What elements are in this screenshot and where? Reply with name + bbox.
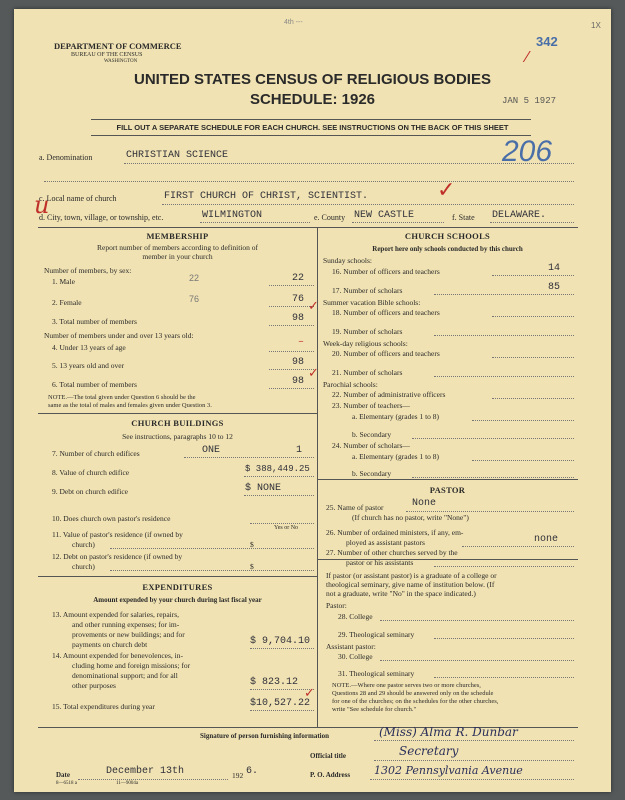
- q4-label: 4. Under 13 years of age: [52, 343, 126, 352]
- pencil-note: 4th ---: [284, 19, 303, 26]
- expenditures-title: EXPENDITURES: [142, 582, 213, 592]
- state-label: f. State: [452, 213, 475, 222]
- stamp-number: 342: [536, 34, 558, 49]
- q2-label: 2. Female: [52, 298, 82, 307]
- q29-label: 29. Theological seminary: [338, 630, 415, 639]
- q17-label: 17. Number of scholars: [332, 286, 403, 295]
- red-check-mark: ✓: [304, 685, 315, 700]
- pastor-title: PASTOR: [429, 485, 466, 495]
- q31-label: 31. Theological seminary: [338, 669, 415, 678]
- address-label: P. O. Address: [310, 771, 351, 779]
- margin-mark: u: [34, 191, 50, 219]
- q5-value: 98: [292, 357, 305, 368]
- date-value: December 13th: [106, 766, 185, 777]
- q26-value: none: [534, 534, 559, 545]
- q8-value: $ 388,449.25: [245, 464, 310, 474]
- q12-value: $: [250, 562, 254, 571]
- q11-label: 11. Value of pastor's residence (if owned by: [52, 530, 183, 539]
- q11-value: $: [250, 540, 254, 549]
- q7-label: 7. Number of church edifices: [52, 449, 140, 458]
- q23-label: 23. Number of teachers—: [332, 401, 410, 410]
- signature-value: (Miss) Alma R. Dunbar: [379, 725, 518, 739]
- membership-note: NOTE.—The total given under Question 6 should be the: [48, 394, 196, 401]
- q30-label: 30. College: [338, 652, 373, 661]
- q1-value: 22: [292, 273, 305, 284]
- official-title-label: Official title: [310, 752, 346, 760]
- q7-value: 1: [296, 445, 303, 456]
- form-number: 8—6518 a: [56, 781, 77, 786]
- q5-label: 5. 13 years old and over: [52, 361, 125, 370]
- local-name-value: FIRST CHURCH OF CHRIST, SCIENTIST.: [164, 191, 369, 202]
- date-label: Date: [56, 771, 70, 779]
- q6-label: 6. Total number of members: [52, 380, 137, 389]
- q15-value: $10,527.22: [250, 698, 311, 709]
- schedule-title: SCHEDULE: 1926: [249, 91, 376, 108]
- county-value: NEW CASTLE: [354, 210, 415, 221]
- q4-value: –: [298, 337, 305, 348]
- q9-label: 9. Debt on church edifice: [52, 487, 129, 496]
- q10-label: 10. Does church own pastor's residence: [52, 514, 171, 523]
- city-label: WASHINGTON: [104, 59, 138, 64]
- buildings-title: CHURCH BUILDINGS: [131, 418, 224, 428]
- schools-title: CHURCH SCHOOLS: [404, 231, 491, 241]
- form-title: UNITED STATES CENSUS OF RELIGIOUS BODIES: [134, 71, 491, 88]
- q16-label: 16. Number of officers and teachers: [332, 267, 440, 276]
- q6-value: 98: [292, 376, 305, 387]
- q12-label: 12. Debt on pastor's residence (if owned by: [52, 552, 183, 561]
- signature-label: Signature of person furnishing information: [200, 732, 329, 740]
- q1-label: 1. Male: [52, 277, 75, 286]
- q15-label: 15. Total expenditures during year: [52, 702, 155, 711]
- q3-label: 3. Total number of members: [52, 317, 137, 326]
- q14-label: 14. Amount expended for benevolences, in-: [52, 651, 184, 660]
- denomination-value: CHRISTIAN SCIENCE: [126, 150, 229, 161]
- census-schedule-sheet: DEPARTMENT OF COMMERCE BUREAU OF THE CENSUS WASHINGTON 4th --- 1X 342 ⁄ UNITED STATES CENSUS OF RELIGIOUS BODIES SCHEDULE: 1926 JAN 5 1927 FILL OUT A SEPARATE SCHEDULE FOR EACH CHURCH. SEE INSTRUCTIONS ON THE BACK OF THIS SHEET a. Denomination CHRISTIAN SCIENCE 206 u c. Local name of church FIRST CHURCH OF CHRIST, SCIENTIST. ✓ d. City, town, village, or township, etc. WILMINGTON e. County NEW CASTLE f. State DELAWARE. MEMBERSHIP Report number of members according to definition of member in your church Number of members, by sex: 1. Male 22 22 2. Female 76 76 3. Total number of members 98 ✓ Number of members under and over 13 years old: 4. Under 13 years of age – 5. 13 years old and over 98 6. Total number of members 98 ✓ NOTE.—The total given under Question 6 should be the same as the total of males and females given under Question 3. CHURCH BUILDINGS See instructions, paragraphs 10 to 12 7. Number of church edifices ONE 1 8. Value of church edifice $ 388,449.25 9. Debt on church edifice $ NONE 10. Does church own pastor's residence Yes or No 11. Value of pastor's residence (if owned by church) $ 12. Debt on pastor's residence (if owned by church) $ EXPENDITURES Amount expended by your church during last fiscal year 13. Amount expended for salaries, repairs, and other running expenses; for im- provements or new buildings; and for payments on church debt $ 9,704.10 14. Amount expended for benevolences, in- cluding home and foreign missions; for denominational support; and for all other purposes $ 823.12 15. Total expenditures during year $10,527.22 ✓ CHURCH SCHOOLS Report here only schools conducted by this church Sunday schools: 16. Number of officers and teachers 14 17. Number of scholars 85 Summer vacation Bible schools: 18. Number of officers and teachers 19. Number of scholars Week-day religious schools: 20. Number of officers and teachers 21. Number of scholars Parochial schools: 22. Number of administrative officers 23. Number of teachers— a. Elementary (grades 1 to 8) b. Secondary 24. Number of scholars— a. Elementary (grades 1 to 8) b. Secondary PASTOR 25. Name of pastor None (If church has no pastor, write "None") 26. Number of ordained ministers, if any, em- ployed as assistant pastors none 27. Number of other churches served by the pastor or his assistants If pastor (or assistant pastor) is a graduate of a college or theological seminary, give name of institution below. (If not a graduate, write "No" in the space indicated.) Pastor: 28. College 29. Theological seminary Assistant pastor: 30. College 31. Theological seminary NOTE.—Where one pastor serves two or more churches, Questions 28 and 29 should be answered only on the schedule for one of the churches; on the schedules for the other churches, write "See schedule for church." Signature of person furnishing information (Miss) Alma R. Dunbar Official title Secretary Date December 13th 192 6. P. O. Address 1302 Pennsylvania Avenue 8—6518 a 11—9004a: [14, 9, 611, 792]
- county-label: e. County: [314, 213, 346, 222]
- bureau-label: BUREAU OF THE CENSUS: [71, 52, 143, 58]
- official-title-value: Secretary: [399, 744, 459, 758]
- denomination-code: 206: [502, 135, 553, 168]
- q14-value: $ 823.12: [250, 677, 299, 688]
- corner-mark: 1X: [591, 21, 601, 30]
- q26-label: 26. Number of ordained ministers, if any, em-: [326, 528, 464, 537]
- q2-value: 76: [292, 294, 305, 305]
- address-value: 1302 Pennsylvania Avenue: [374, 764, 523, 777]
- q18-label: 18. Number of officers and teachers: [332, 308, 440, 317]
- q17-value: 85: [548, 282, 561, 293]
- membership-title: MEMBERSHIP: [146, 231, 209, 241]
- received-date-stamp: JAN 5 1927: [502, 96, 557, 106]
- q3-value: 98: [292, 313, 305, 324]
- local-name-label: c. Local name of church: [39, 194, 117, 203]
- q19-label: 19. Number of scholars: [332, 327, 403, 336]
- q27-label: 27. Number of other churches served by the: [326, 548, 458, 557]
- red-check-mark: ✓: [308, 298, 319, 313]
- state-value: DELAWARE.: [492, 210, 547, 221]
- q24-label: 24. Number of scholars—: [332, 441, 410, 450]
- q8-label: 8. Value of church edifice: [52, 468, 130, 477]
- q21-label: 21. Number of scholars: [332, 368, 403, 377]
- department-label: DEPARTMENT OF COMMERCE: [54, 41, 182, 51]
- q13-label: 13. Amount expended for salaries, repairs,: [52, 610, 180, 619]
- fill-instruction: FILL OUT A SEPARATE SCHEDULE FOR EACH CHURCH. SEE INSTRUCTIONS ON THE BACK OF THIS SHEET: [116, 123, 509, 132]
- city-value: WILMINGTON: [202, 210, 263, 221]
- q13-value: $ 9,704.10: [250, 636, 311, 647]
- q22-label: 22. Number of administrative officers: [332, 390, 446, 399]
- q16-value: 14: [548, 263, 561, 274]
- q9-value: $ NONE: [245, 483, 282, 494]
- year-value: 6.: [246, 766, 259, 777]
- city-field-label: d. City, town, village, or township, etc.: [39, 213, 164, 222]
- red-check-mark: ⁄: [526, 49, 529, 66]
- q25-label: 25. Name of pastor: [326, 503, 384, 512]
- q28-label: 28. College: [338, 612, 373, 621]
- red-check-mark: ✓: [308, 365, 319, 380]
- q20-label: 20. Number of officers and teachers: [332, 349, 440, 358]
- denomination-label: a. Denomination: [39, 153, 93, 162]
- red-check-mark: ✓: [437, 177, 456, 202]
- pastor-note: NOTE.—Where one pastor serves two or more churches,: [332, 682, 481, 689]
- q25-value: None: [412, 498, 437, 509]
